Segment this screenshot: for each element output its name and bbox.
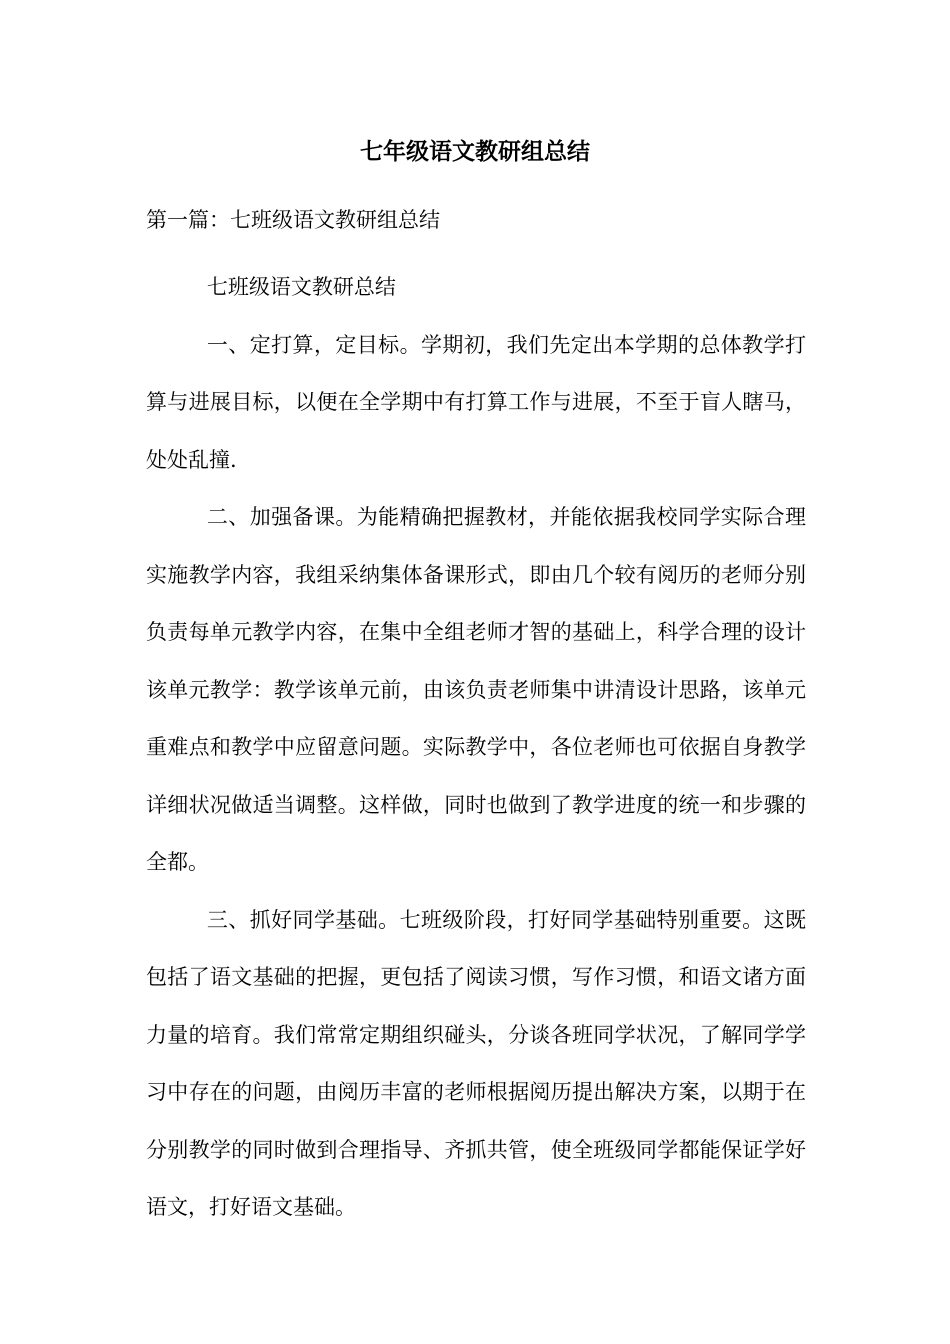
- paragraph-heading: 七班级语文教研总结: [206, 275, 396, 299]
- section-heading: 第一篇：七班级语文教研组总结: [146, 208, 440, 232]
- paragraph-2: 二、加强备课。为能精确把握教材，并能依据我校同学实际合理实施教学内容，我组采纳集体备课形式，即由几个较有阅历的老师分别负责每单元教学内容，在集中全组老师才智的基础上，科学合理的设计该单元教学：教学该单元前，由该负责老师集中讲清设计思路，该单元重难点和教学中应留意问题。实际教学中，各位老师也可依据自身教学详细状况做适当调整。这样做，同时也做到了教学进度的统一和步骤的全都。: [146, 505, 806, 874]
- document-body: [146, 259, 806, 1237]
- paragraph-3: 三、抓好同学基础。七班级阶段，打好同学基础特别重要。这既包括了语文基础的把握，更包括了阅读习惯，写作习惯，和语文诸方面力量的培育。我们常常定期组织碰头，分谈各班同学状况，了解同学学习中存在的问题，由阅历丰富的老师根据阅历提出解决方案，以期于在分别教学的同时做到合理指导、齐抓共管，使全班级同学都能保证学好语文，打好语文基础。: [146, 907, 806, 1219]
- paragraph-1: 一、定打算，定目标。学期初，我们先定出本学期的总体教学打算与进展目标，以便在全学期中有打算工作与进展，不至于盲人瞎马，处处乱撞.: [146, 332, 806, 472]
- document-title: 七年级语文教研组总结: [360, 138, 590, 165]
